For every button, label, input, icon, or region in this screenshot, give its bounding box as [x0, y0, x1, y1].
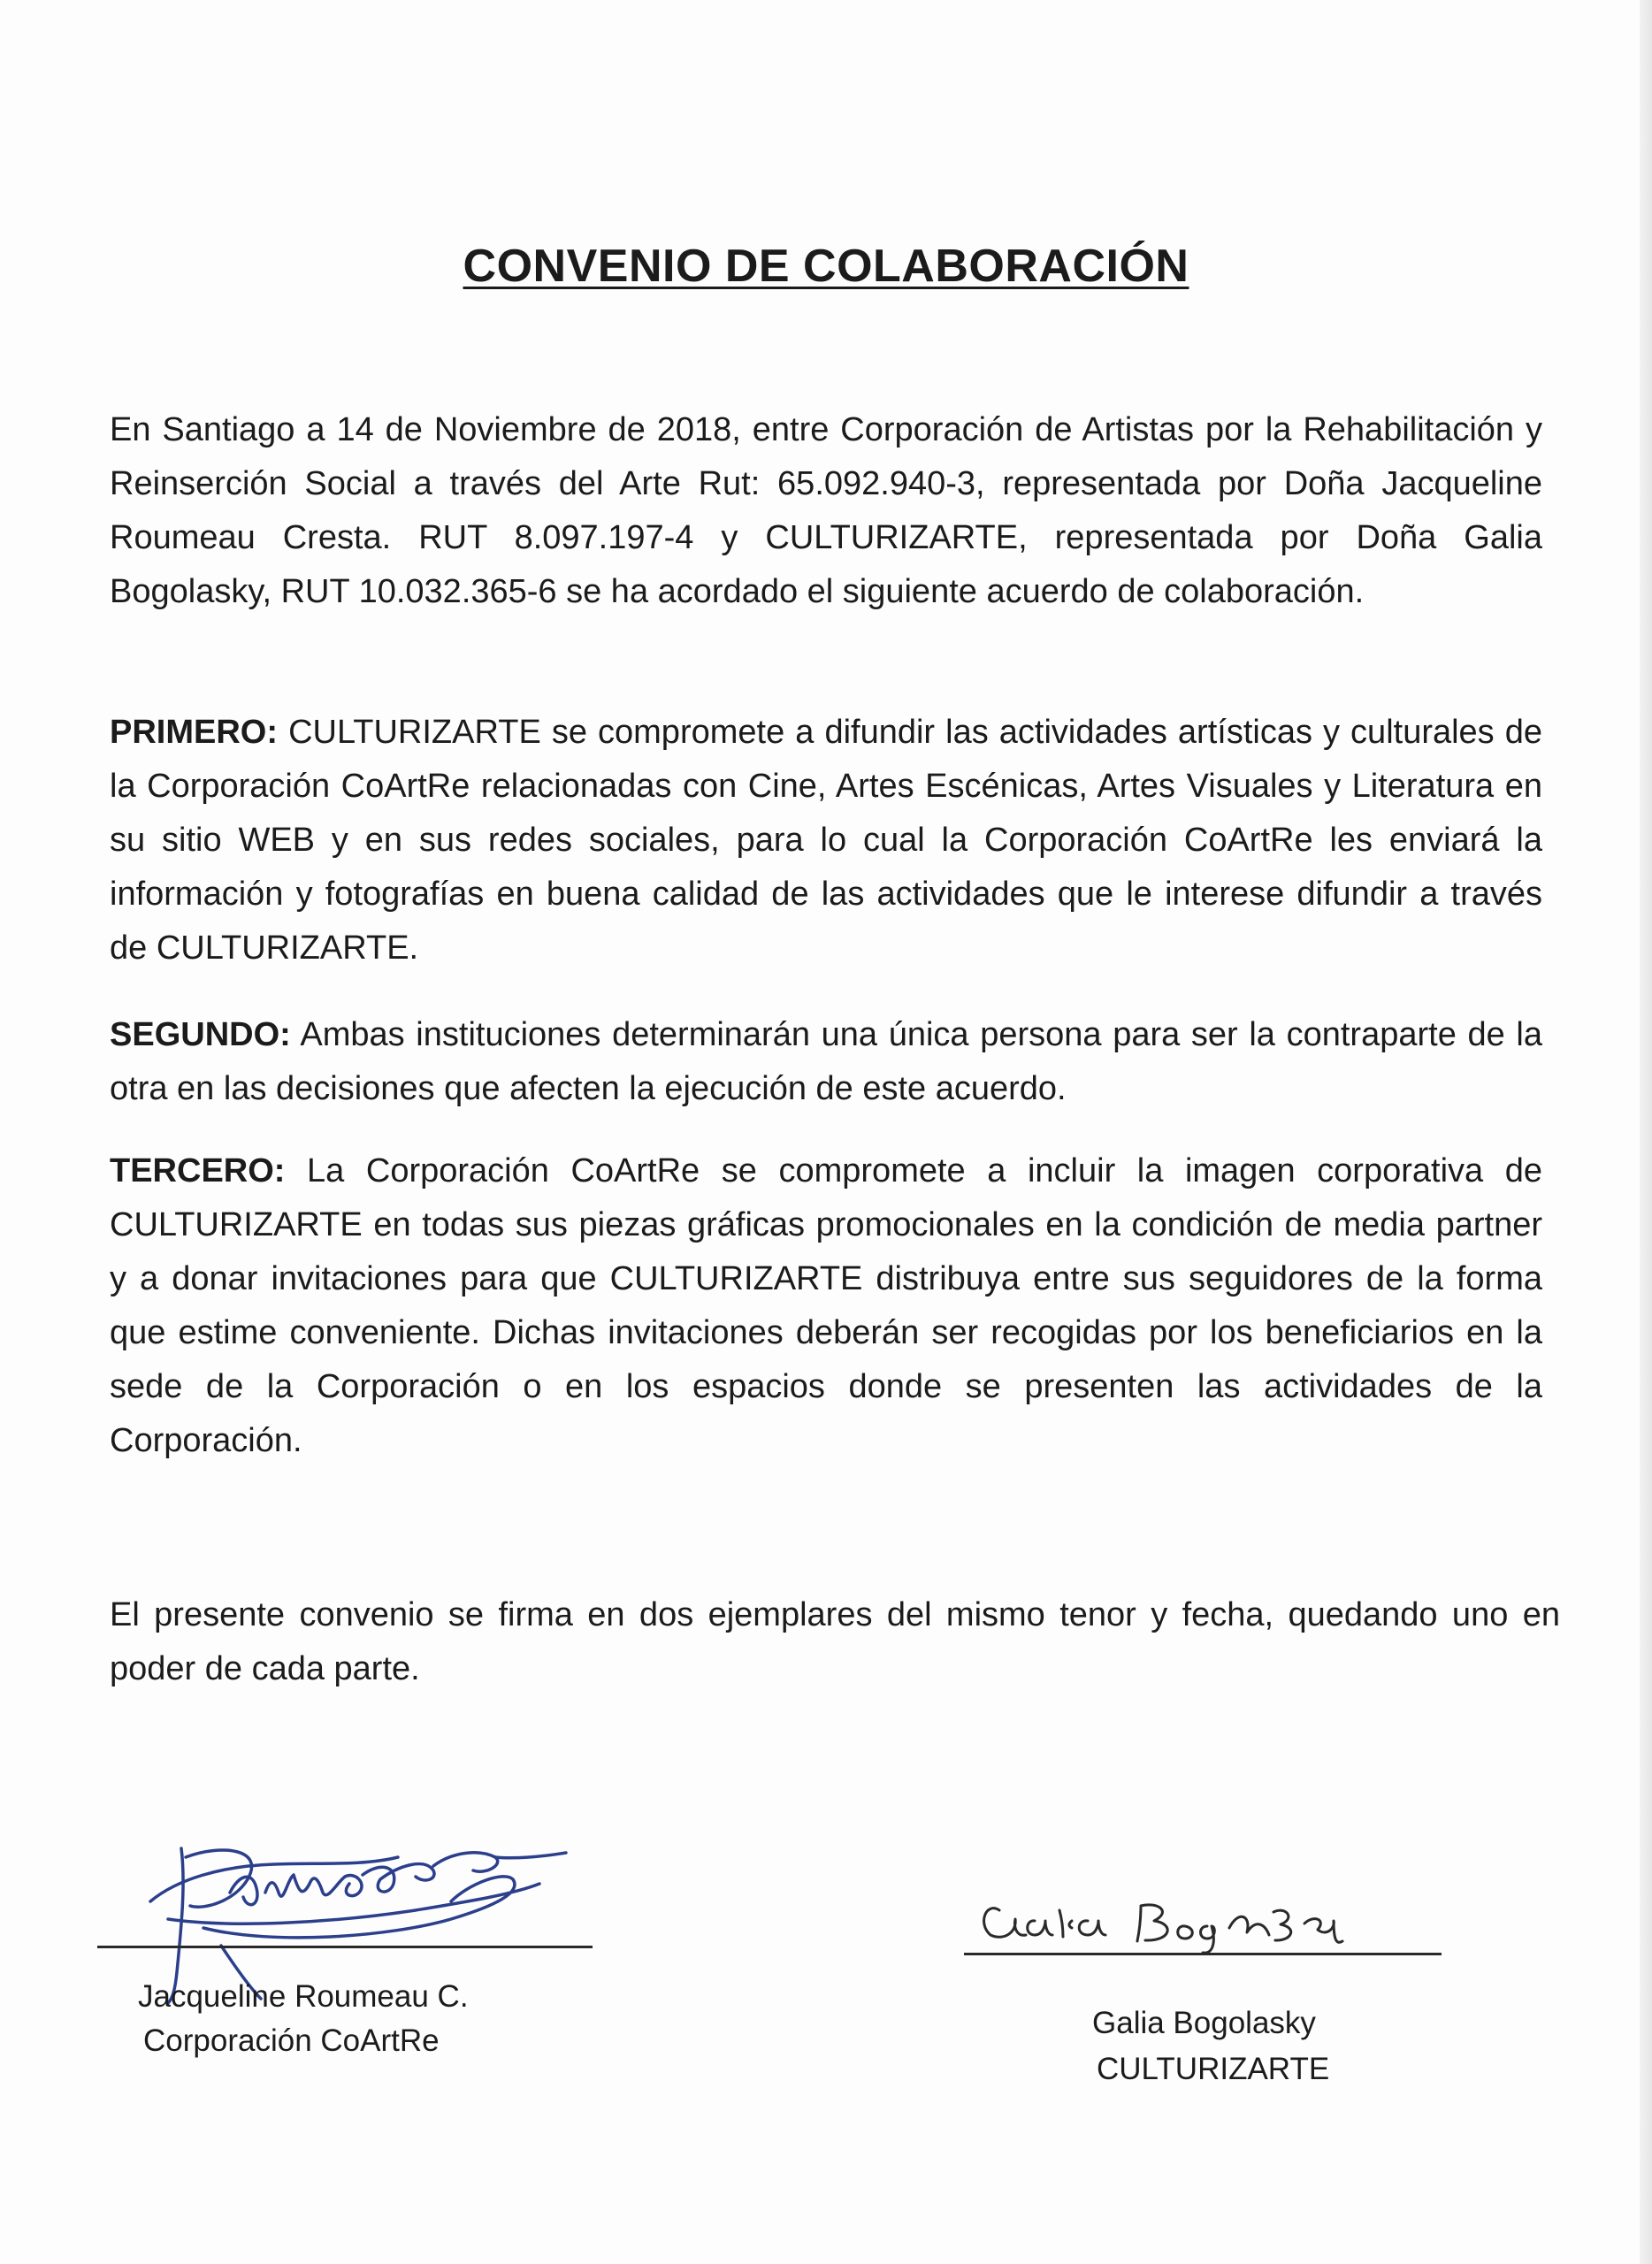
document-title	[0, 240, 1652, 293]
signatory-name-left: Jacqueline Roumeau C.	[138, 1979, 469, 2014]
signatory-name-right: Galia Bogolasky	[1092, 2006, 1316, 2040]
document-title-text: CONVENIO DE COLABORACIÓN	[463, 240, 1189, 292]
clause-primero-label: PRIMERO:	[110, 714, 278, 751]
clause-segundo-text: Ambas instituciones determinarán una única persona para ser la contraparte de la otra en las decisiones que afecten la ejecución de este acuerdo.	[110, 1016, 1542, 1107]
signature-line-left	[97, 1946, 593, 1948]
scan-edge-shadow	[1640, 0, 1652, 2264]
clause-primero	[110, 706, 1542, 975]
clause-segundo-label: SEGUNDO:	[110, 1016, 291, 1053]
clause-tercero	[110, 1144, 1542, 1468]
signature-galia-bogolasky	[964, 1857, 1459, 1963]
clause-primero-text: CULTURIZARTE se compromete a difundir las actividades artísticas y culturales de la Corporación CoArtRe relacionadas con Cine, Artes Escénicas, Artes Visuales y Literatura en su sitio WEB y en sus redes sociales, para lo cual la Corporación CoArtRe les enviará la información y fotografías en buena calidad de las actividades que le interese difundir a través de CULTURIZARTE.	[110, 714, 1543, 967]
signatory-organization-right: CULTURIZARTE	[1097, 2052, 1330, 2086]
signatory-organization-left: Corporación CoArtRe	[143, 2023, 440, 2058]
clause-tercero-text: La Corporación CoArtRe se compromete a incluir la imagen corporativa de CULTURIZARTE en todas sus piezas gráficas promocionales en la condición de media partner y a donar invitaciones para que CULTURIZARTE distribuya entre sus seguidores de la forma que estime conveniente. Dichas invitaciones deberán ser recogidas por los beneficiarios en la sede de la Corporación o en los espacios donde se presenten las actividades de la Corporación.	[110, 1152, 1542, 1459]
signature-line-right	[964, 1953, 1442, 1955]
clause-tercero-label: TERCERO:	[110, 1152, 286, 1189]
clause-segundo	[110, 1008, 1542, 1116]
intro-paragraph: En Santiago a 14 de Noviembre de 2018, entre Corporación de Artistas por la Rehabilitación y Reinserción Social a través del Arte Rut: 65.092.940-3, representada por Doña Jacqueline Roumeau Cresta. RUT 8.097.197-4 y CULTURIZARTE, representada por Doña Galia Bogolasky, RUT 10.032.365-6 se ha acordado el siguiente acuerdo de colaboración.	[110, 411, 1542, 610]
closing-paragraph: El presente convenio se firma en dos ejemplares del mismo tenor y fecha, quedando uno en poder de cada parte.	[110, 1596, 1560, 1687]
